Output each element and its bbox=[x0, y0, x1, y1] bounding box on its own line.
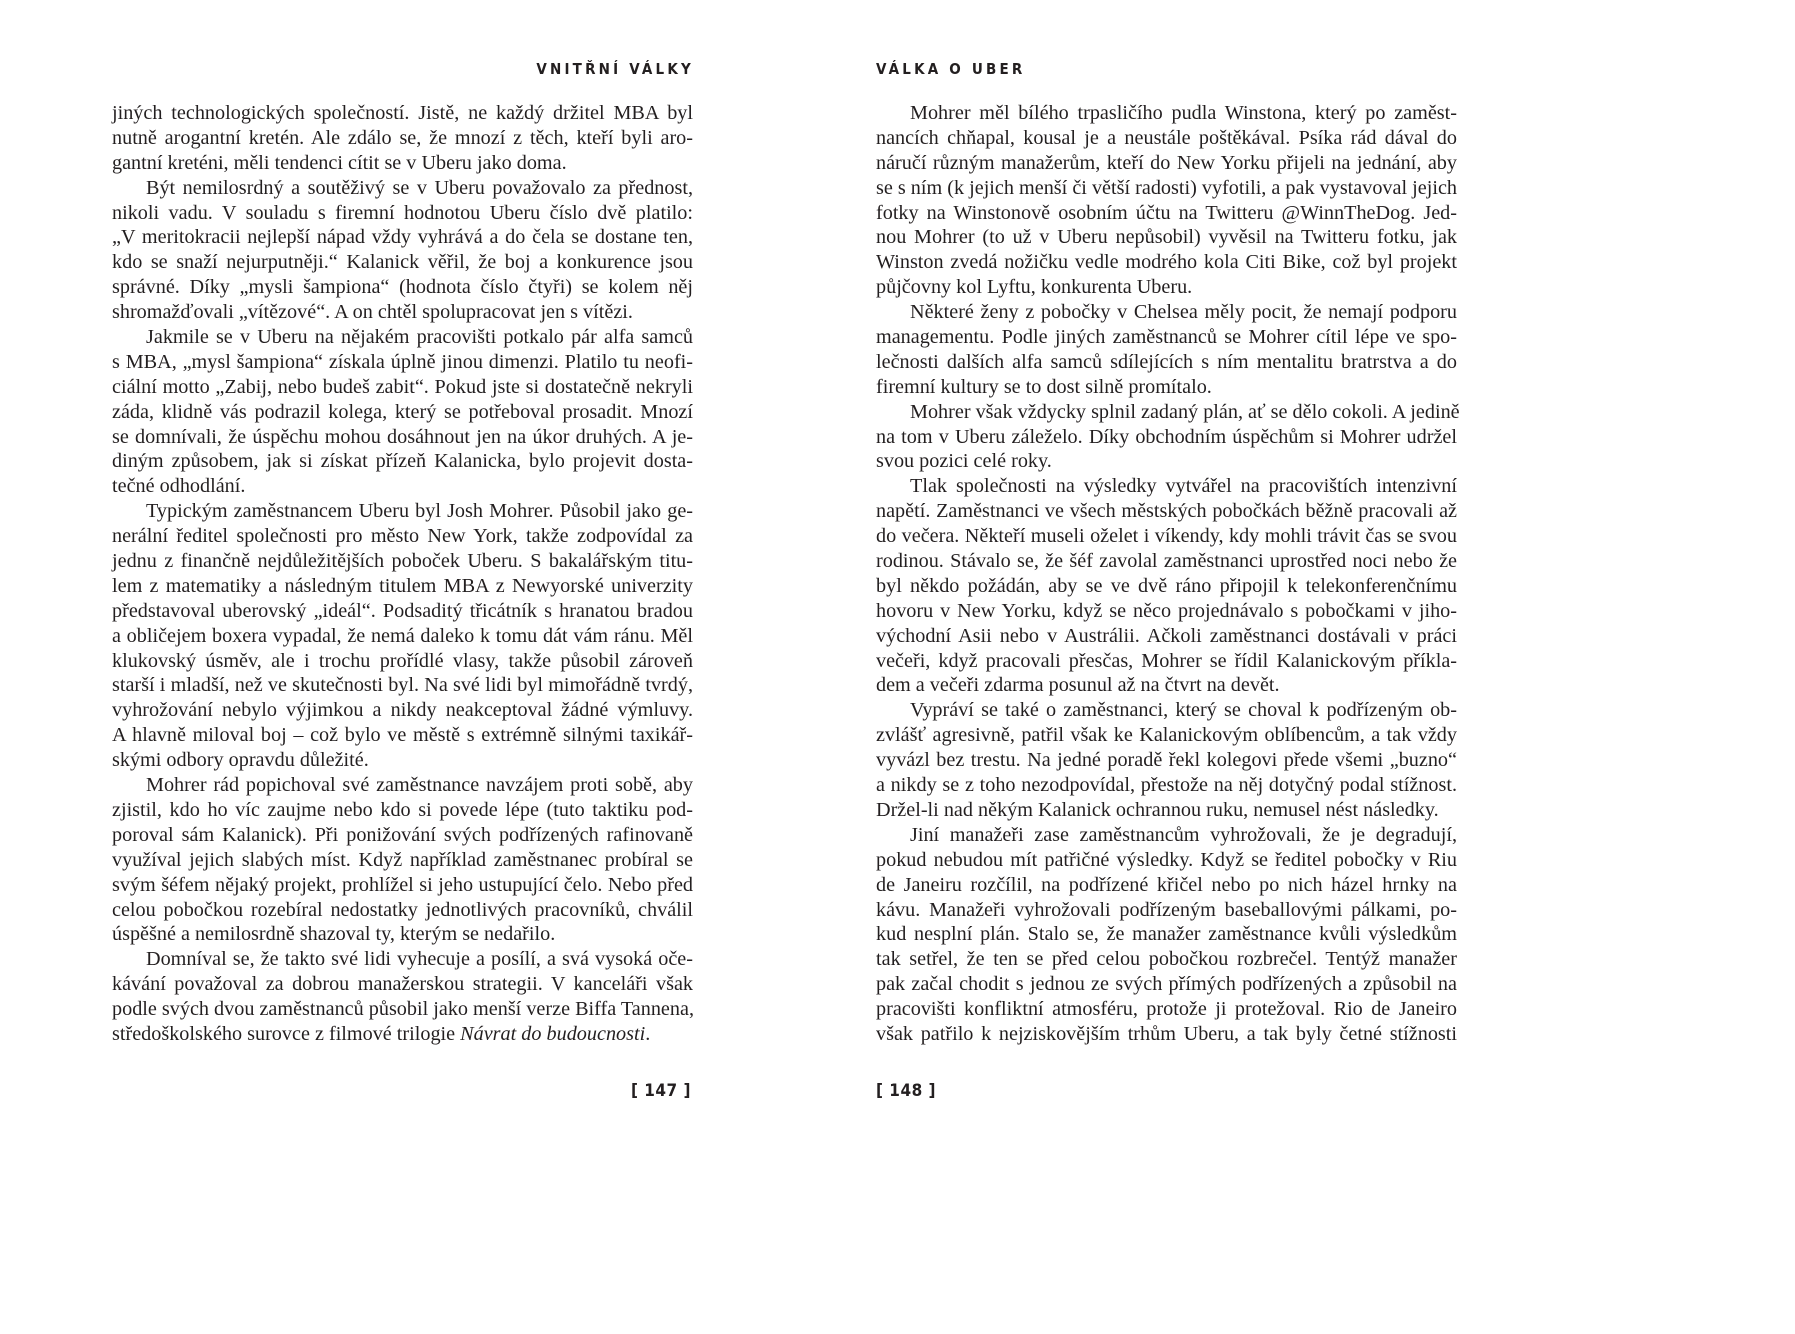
text-line: náručí různým manažerům, kteří do New Yorku přijeli na jednání, aby bbox=[876, 151, 1457, 174]
text-line: tak setřel, že ten se před celou pobočkou rozbrečel. Tentýž manažer bbox=[876, 948, 1457, 971]
text-line: východní Asii nebo v Austrálii. Ačkoli zaměstnanci dostávali v práci bbox=[876, 624, 1457, 647]
text-line: „V meritokracii nejlepší nápad vždy vyhrává a do čela se dostane ten, bbox=[112, 226, 693, 249]
text-line: Mohrer však vždycky splnil zadaný plán, ať se dělo cokoli. A jedině bbox=[910, 400, 1460, 423]
text-line: pracovišti konfliktní atmosféru, protože ji protežoval. Rio de Janeiro bbox=[876, 998, 1457, 1021]
text-line: Jakmile se v Uberu na nějakém pracovišti potkalo pár alfa samců bbox=[146, 326, 693, 349]
text-line: správné. Díky „mysli šampiona“ (hodnota číslo čtyři) se kolem něj bbox=[112, 276, 693, 299]
text-line: představoval uberovský „ideál“. Podsaditý třicátník s hranatou bradou bbox=[112, 599, 693, 622]
text-line: Mohrer rád popichoval své zaměstnance navzájem proti sobě, aby bbox=[146, 774, 693, 797]
text-line: Domníval se, že takto své lidi vyhecuje a posílí, a svá vysoká oče- bbox=[146, 948, 693, 971]
text-line: ciální motto „Zabij, nebo budeš zabit“. Pokud jste si dostatečně nekryli bbox=[112, 375, 693, 398]
text-line: starší i mladší, než ve skutečnosti byl. Na své lidi byl mimořádně tvrdý, bbox=[112, 674, 693, 697]
text-line: půjčovny kol Lyftu, konkurenta Uberu. bbox=[876, 276, 1193, 299]
left-page-body bbox=[112, 101, 693, 1047]
text-line: na tom v Uberu záleželo. Díky obchodním úspěchům si Mohrer udržel bbox=[876, 425, 1457, 448]
text-line: tečné odhodlání. bbox=[112, 475, 246, 498]
right-page-body bbox=[876, 101, 1460, 1047]
text-line: nutně arogantní kretén. Ale zdálo se, že mnozí z těch, kteří byli aro- bbox=[112, 126, 693, 149]
text-line: klukovský úsměv, ale i trochu prořídlé vlasy, takže působil zároveň bbox=[112, 649, 693, 672]
text-line: podle svých dvou zaměstnanců působil jako menší verze Biffa Tannena, bbox=[112, 998, 694, 1021]
text-line: jednu z finančně nejdůležitějších poboček Uberu. S bakalářským titu- bbox=[112, 550, 693, 573]
text-line: gantní kreténi, měli tendenci cítit se v Uberu jako doma. bbox=[112, 151, 567, 174]
text-line: nikoli vadu. V souladu s firemní hodnotou Uberu číslo dvě platilo: bbox=[112, 201, 693, 224]
running-head-left: VNITŘNÍ VÁLKY bbox=[536, 60, 694, 78]
text-line: shromažďovali „vítězové“. A on chtěl spolupracovat jen s vítězi. bbox=[112, 301, 633, 324]
text-line: Tlak společnosti na výsledky vytvářel na pracovištích intenzivní bbox=[910, 475, 1457, 498]
text-line: a nikdy se z toho nezodpovídal, přestože na něj dotyčný podal stížnost. bbox=[876, 774, 1457, 797]
text-line: napětí. Zaměstnanci ve všech městských pobočkách běžně pracovali až bbox=[876, 500, 1457, 523]
text-line: Vypráví se také o zaměstnanci, který se choval k podřízeným ob- bbox=[910, 699, 1457, 722]
running-head-right: VÁLKA O UBER bbox=[876, 60, 1026, 78]
text-line: poroval sám Kalanick). Při ponižování svých podřízených rafinovaně bbox=[112, 823, 693, 846]
text-line: de Janeiru rozčílil, na podřízené křičel nebo po nich házel hrnky na bbox=[876, 873, 1457, 896]
text-line: celou pobočkou rozebíral nedostatky jednotlivých pracovníků, chválil bbox=[112, 898, 693, 921]
text-line: Winston zvedá nožičku vedle modrého kola Citi Bike, což byl projekt bbox=[876, 251, 1457, 274]
text-line: diným způsobem, jak si získat přízeň Kalanicka, bylo projevit dosta- bbox=[112, 450, 693, 473]
text-line: kdo se snaží nejurputněji.“ Kalanick věřil, že boj a konkurence jsou bbox=[112, 251, 693, 274]
text-line: do večera. Někteří museli oželet i víkendy, kdy mohli trávit čas se svou bbox=[876, 525, 1457, 548]
text-line: večeři, když pracovali přesčas, Mohrer se řídil Kalanickovým příkla- bbox=[876, 649, 1457, 672]
text-line: a obličejem boxera vypadal, že nemá daleko k tomu dát vám ránu. Měl bbox=[112, 624, 693, 647]
text-line: však patřilo k nejziskovějším trhům Uberu, a tak byly četné stížnosti bbox=[876, 1022, 1457, 1045]
text-line: dem a večeři zdarma posunul až na čtvrt na devět. bbox=[876, 674, 1280, 697]
text-line: kávání považoval za dobrou manažerskou strategii. V kanceláři však bbox=[112, 973, 693, 996]
text-line: nou Mohrer (to už v Uberu nepůsobil) vyvěsil na Twitteru fotku, jak bbox=[876, 226, 1457, 249]
text-line: Mohrer měl bílého trpasličího pudla Winstona, který po zaměst- bbox=[910, 102, 1457, 124]
text-line: Být nemilosrdný a soutěživý se v Uberu považovalo za přednost, bbox=[146, 176, 693, 199]
text-line: úspěšné a nemilosrdně shazoval ty, kterým se nedařilo. bbox=[112, 923, 556, 946]
text-line: nancích chňapal, kousal je a neustále poštěkával. Psíka rád dával do bbox=[876, 126, 1457, 149]
text-line: se domnívali, že úspěchu mohou dosáhnout jen na úkor druhých. A je- bbox=[112, 425, 693, 448]
text-line: pak začal chodit s jednou ze svých přímých podřízených a způsobil na bbox=[876, 973, 1457, 996]
text-line: skými odbory opravdu důležité. bbox=[112, 749, 369, 772]
text-line: byl někdo požádán, aby se ve dvě ráno připojil k telekonferenčnímu bbox=[876, 574, 1457, 597]
page-number-right: [ 148 ] bbox=[876, 1081, 937, 1101]
text-line bbox=[112, 1022, 693, 1047]
text-line: nerální ředitel společnosti pro město New York, takže zodpovídal za bbox=[112, 525, 693, 548]
text-line: záda, klidně vás podrazil kolega, který se potřeboval prosadit. Mnozí bbox=[112, 400, 693, 423]
page-number-left: [ 147 ] bbox=[630, 1081, 691, 1101]
text-line: kávu. Manažeři vyhrožovali podřízeným baseballovými pálkami, po- bbox=[876, 898, 1457, 921]
text-line: A hlavně miloval boj – což bylo ve městě s extrémně silnými taxikář- bbox=[112, 724, 693, 747]
text-line: pokud nebudou mít patřičné výsledky. Když se ředitel pobočky v Riu bbox=[876, 848, 1457, 871]
text-fragment: středoškolského surovce z filmové trilogie bbox=[112, 1022, 461, 1045]
right-page bbox=[876, 0, 1795, 1334]
text-line: hovoru v New Yorku, když se něco projednávalo s pobočkami v jiho- bbox=[876, 599, 1457, 622]
text-line: svou pozici celé roky. bbox=[876, 450, 1052, 473]
text-line: svým šéfem nějaký projekt, prohlížel si jeho ustupující čelo. Nebo před bbox=[112, 873, 693, 896]
text-line: se s ním (k jejich menší či větší radosti) vyfotili, a pak vystavoval jejich bbox=[876, 176, 1457, 199]
text-line: využíval jejich slabých míst. Když například zaměstnanec probíral se bbox=[112, 848, 693, 871]
text-line: fotky na Winstonově osobním účtu na Twitteru @WinnTheDog. Jed- bbox=[876, 201, 1457, 224]
text-fragment: . bbox=[645, 1022, 651, 1045]
text-line: Držel-li nad někým Kalanick ochrannou ruku, nemusel nést následky. bbox=[876, 798, 1439, 821]
text-line: vyhrožování nebylo výjimkou a nikdy neakceptoval žádné výmluvy. bbox=[112, 699, 693, 722]
text-line: zvlášť agresivně, patřil však ke Kalanickovým oblíbencům, a tak vždy bbox=[876, 724, 1457, 747]
text-line: vyvázl bez trestu. Na jedné poradě řekl kolegovi přede všemi „buzno“ bbox=[876, 749, 1457, 772]
text-line: zjistil, kdo ho víc zaujme nebo kdo si povede lépe (tuto taktiku pod- bbox=[112, 798, 693, 821]
film-title: Návrat do budoucnosti bbox=[460, 1022, 646, 1045]
text-line: Některé ženy z pobočky v Chelsea měly pocit, že nemají podporu bbox=[910, 301, 1457, 324]
text-line: jiných technologických společností. Jistě, ne každý držitel MBA byl bbox=[112, 102, 693, 124]
text-line: lem z matematiky a následným titulem MBA z Newyorské univerzity bbox=[112, 574, 693, 597]
text-line: firemní kultury se to dost silně promítalo. bbox=[876, 375, 1212, 398]
text-line: Jiní manažeři zase zaměstnancům vyhrožovali, že je degradují, bbox=[910, 823, 1457, 846]
text-line: rodinou. Stávalo se, že šéf zavolal zaměstnanci uprostřed noci nebo že bbox=[876, 550, 1457, 573]
text-line: kud nesplní plán. Stalo se, že manažer zaměstnance kvůli výsledkům bbox=[876, 923, 1457, 946]
text-line: lečnosti dalších alfa samců sdílejících s ním mentalitu bratrstva a do bbox=[876, 350, 1457, 373]
text-line: managementu. Podle jiných zaměstnanců se Mohrer cítil lépe ve spo- bbox=[876, 326, 1457, 349]
left-page bbox=[0, 0, 897, 1334]
text-line: s MBA, „mysl šampiona“ získala úplně jinou dimenzi. Platilo tu neofi- bbox=[112, 350, 693, 373]
text-line: Typickým zaměstnancem Uberu byl Josh Mohrer. Působil jako ge- bbox=[146, 500, 693, 523]
